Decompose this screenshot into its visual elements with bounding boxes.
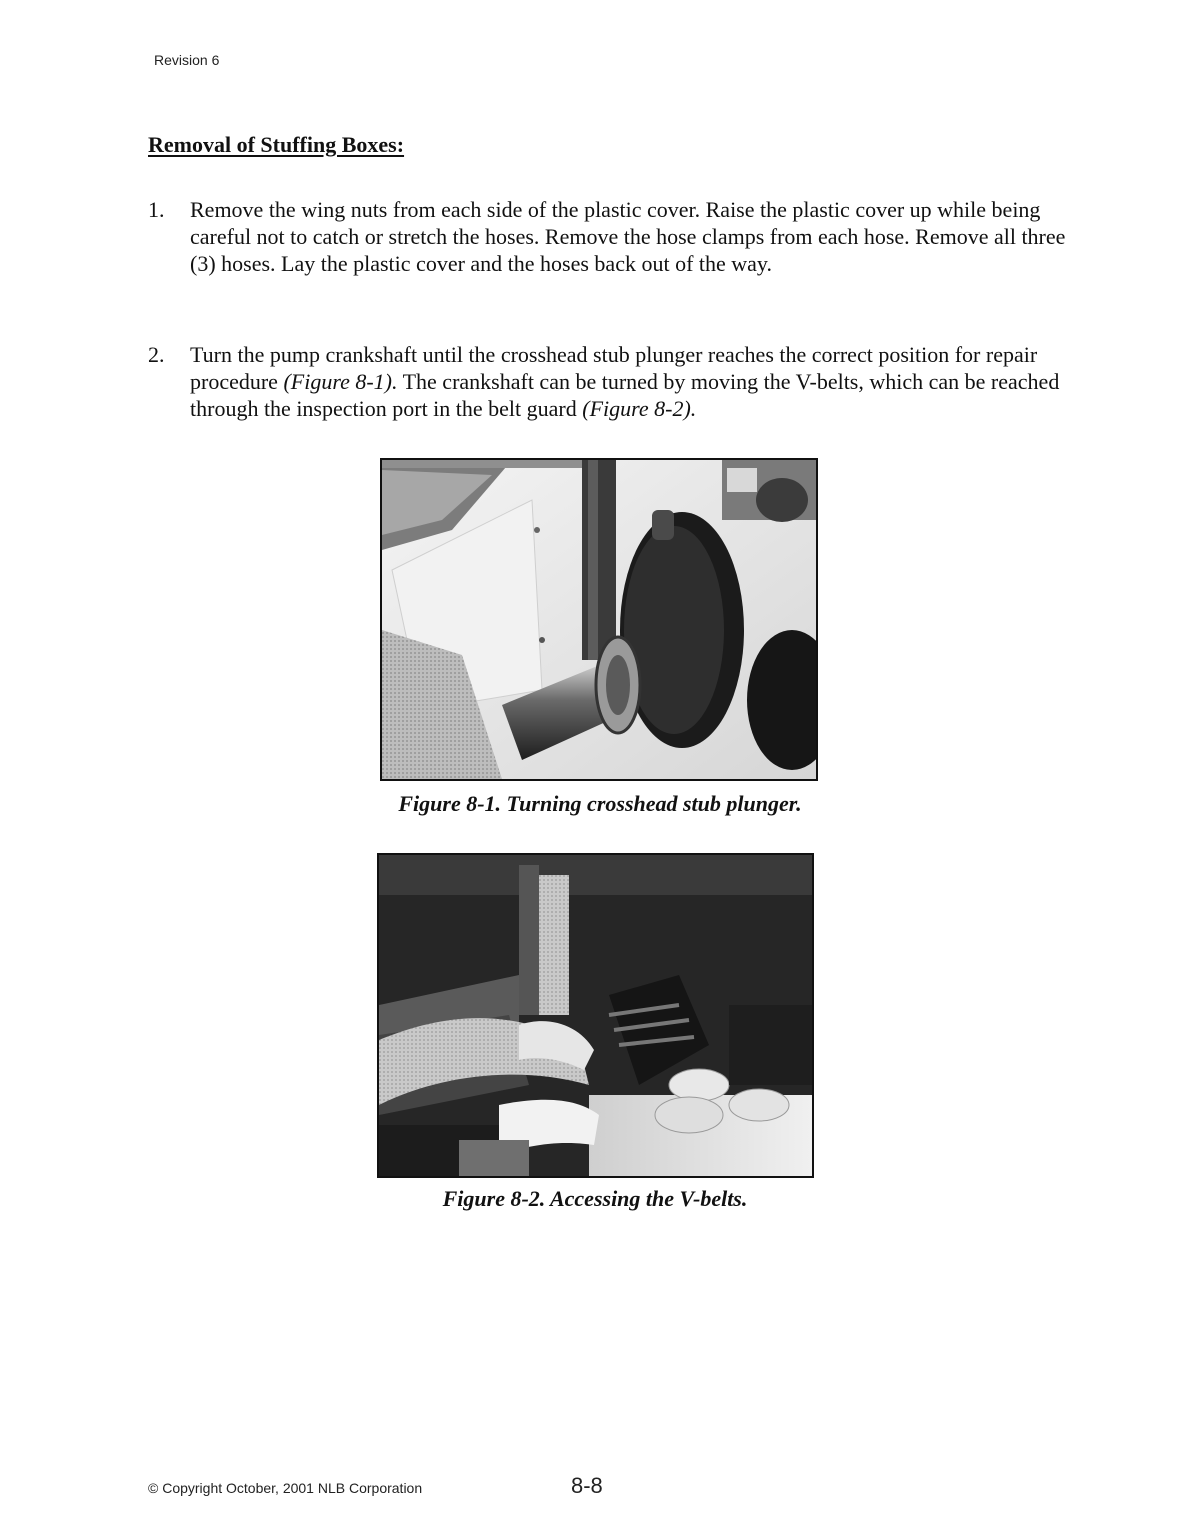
figure-8-2-photo — [377, 853, 814, 1178]
figure-8-1-photo — [380, 458, 818, 781]
step-1-number: 1. — [148, 197, 165, 222]
figure-8-1-reference: (Figure 8-1). — [283, 369, 398, 394]
crosshead-plunger-illustration — [382, 460, 816, 779]
step-2-number: 2. — [148, 342, 165, 367]
section-heading: Removal of Stuffing Boxes: — [148, 132, 405, 157]
step-1-text: Remove the wing nuts from each side of the plastic cover. Raise the plastic cover up while being careful not to catch or stretch the hoses. Remove the hose clamps from each hose. Remove all three (3) hoses. Lay the plastic cover and the hoses back out of the way. — [190, 197, 1066, 276]
step-2-text — [190, 341, 1068, 422]
figure-8-1-caption: Figure 8-1. Turning crosshead stub plunger. — [398, 791, 802, 816]
page-number: 8-8 — [571, 1473, 603, 1498]
step-1 — [148, 196, 1068, 277]
v-belts-access-illustration — [379, 855, 812, 1176]
figure-8-2-caption: Figure 8-2. Accessing the V-belts. — [442, 1186, 748, 1211]
figure-8-2-reference: (Figure 8-2). — [582, 396, 697, 421]
step-2 — [148, 341, 1068, 422]
step-2-text-b: The crankshaft can be turned by moving the V-belts, which can be reached through the inspection port in the belt guard — [190, 369, 1060, 421]
step-2-text-a: Turn the pump crankshaft until the crosshead stub plunger reaches the correct position for repair procedure — [190, 342, 1038, 394]
copyright-notice: © Copyright October, 2001 NLB Corporation — [148, 1480, 423, 1496]
revision-label: Revision 6 — [154, 52, 220, 68]
